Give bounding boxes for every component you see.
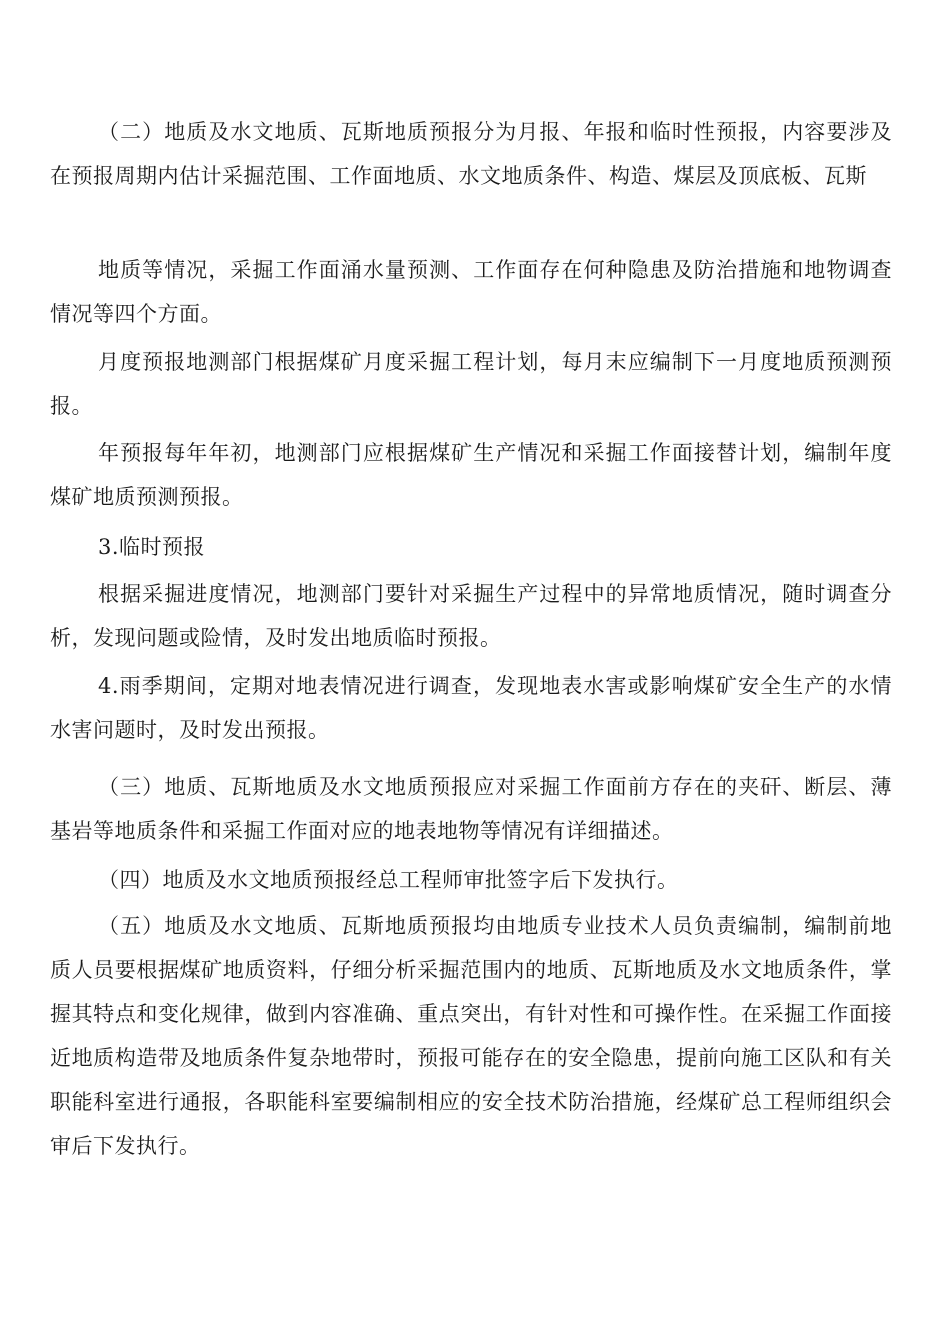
paragraph-temporary-forecast: 根据采掘进度情况，地测部门要针对采掘生产过程中的异常地质情况，随时调查分析，发现问题或险情，及时发出地质临时预报。	[50, 582, 892, 650]
paragraph-section-5: （五）地质及水文地质、瓦斯地质预报均由地质专业技术人员负责编制，编制前地质人员要根据煤矿地质资料，仔细分析采掘范围内的地质、瓦斯地质及水文地质条件，掌握其特点和变化规律，做到内容准确、重点突出，有针对性和可操作性。在采掘工作面接近地质构造带及地质条件复杂地带时，预报可能存在的安全隐患，提前向施工区队和有关职能科室进行通报，各职能科室要编制相应的安全技术防治措施，经煤矿总工程师组织会审后下发执行。	[50, 914, 892, 1158]
paragraph-section-4: （四）地质及水文地质预报经总工程师审批签字后下发执行。	[98, 868, 679, 892]
paragraph-annual-forecast: 年预报每年年初，地测部门应根据煤矿生产情况和采掘工作面接替计划，编制年度煤矿地质预测预报。	[50, 441, 892, 509]
paragraph-rainy-season: 4.雨季期间，定期对地表情况进行调查，发现地表水害或影响煤矿安全生产的水情水害问题时，及时发出预报。	[50, 674, 892, 742]
paragraph-monthly-forecast: 月度预报地测部门根据煤矿月度采掘工程计划，每月末应编制下一月度地质预测预报。	[50, 350, 892, 418]
paragraph-section-2: （二）地质及水文地质、瓦斯地质预报分为月报、年报和临时性预报，内容要涉及在预报周期内估计采掘范围、工作面地质、水文地质条件、构造、煤层及顶底板、瓦斯	[50, 120, 892, 188]
paragraph-section-2-continued: 地质等情况，采掘工作面涌水量预测、工作面存在何种隐患及防治措施和地物调查情况等四个方面。	[50, 258, 892, 326]
paragraph-temporary-forecast-heading: 3.临时预报	[98, 535, 206, 559]
paragraph-section-3: （三）地质、瓦斯地质及水文地质预报应对采掘工作面前方存在的夹矸、断层、薄基岩等地质条件和采掘工作面对应的地表地物等情况有详细描述。	[50, 775, 892, 843]
